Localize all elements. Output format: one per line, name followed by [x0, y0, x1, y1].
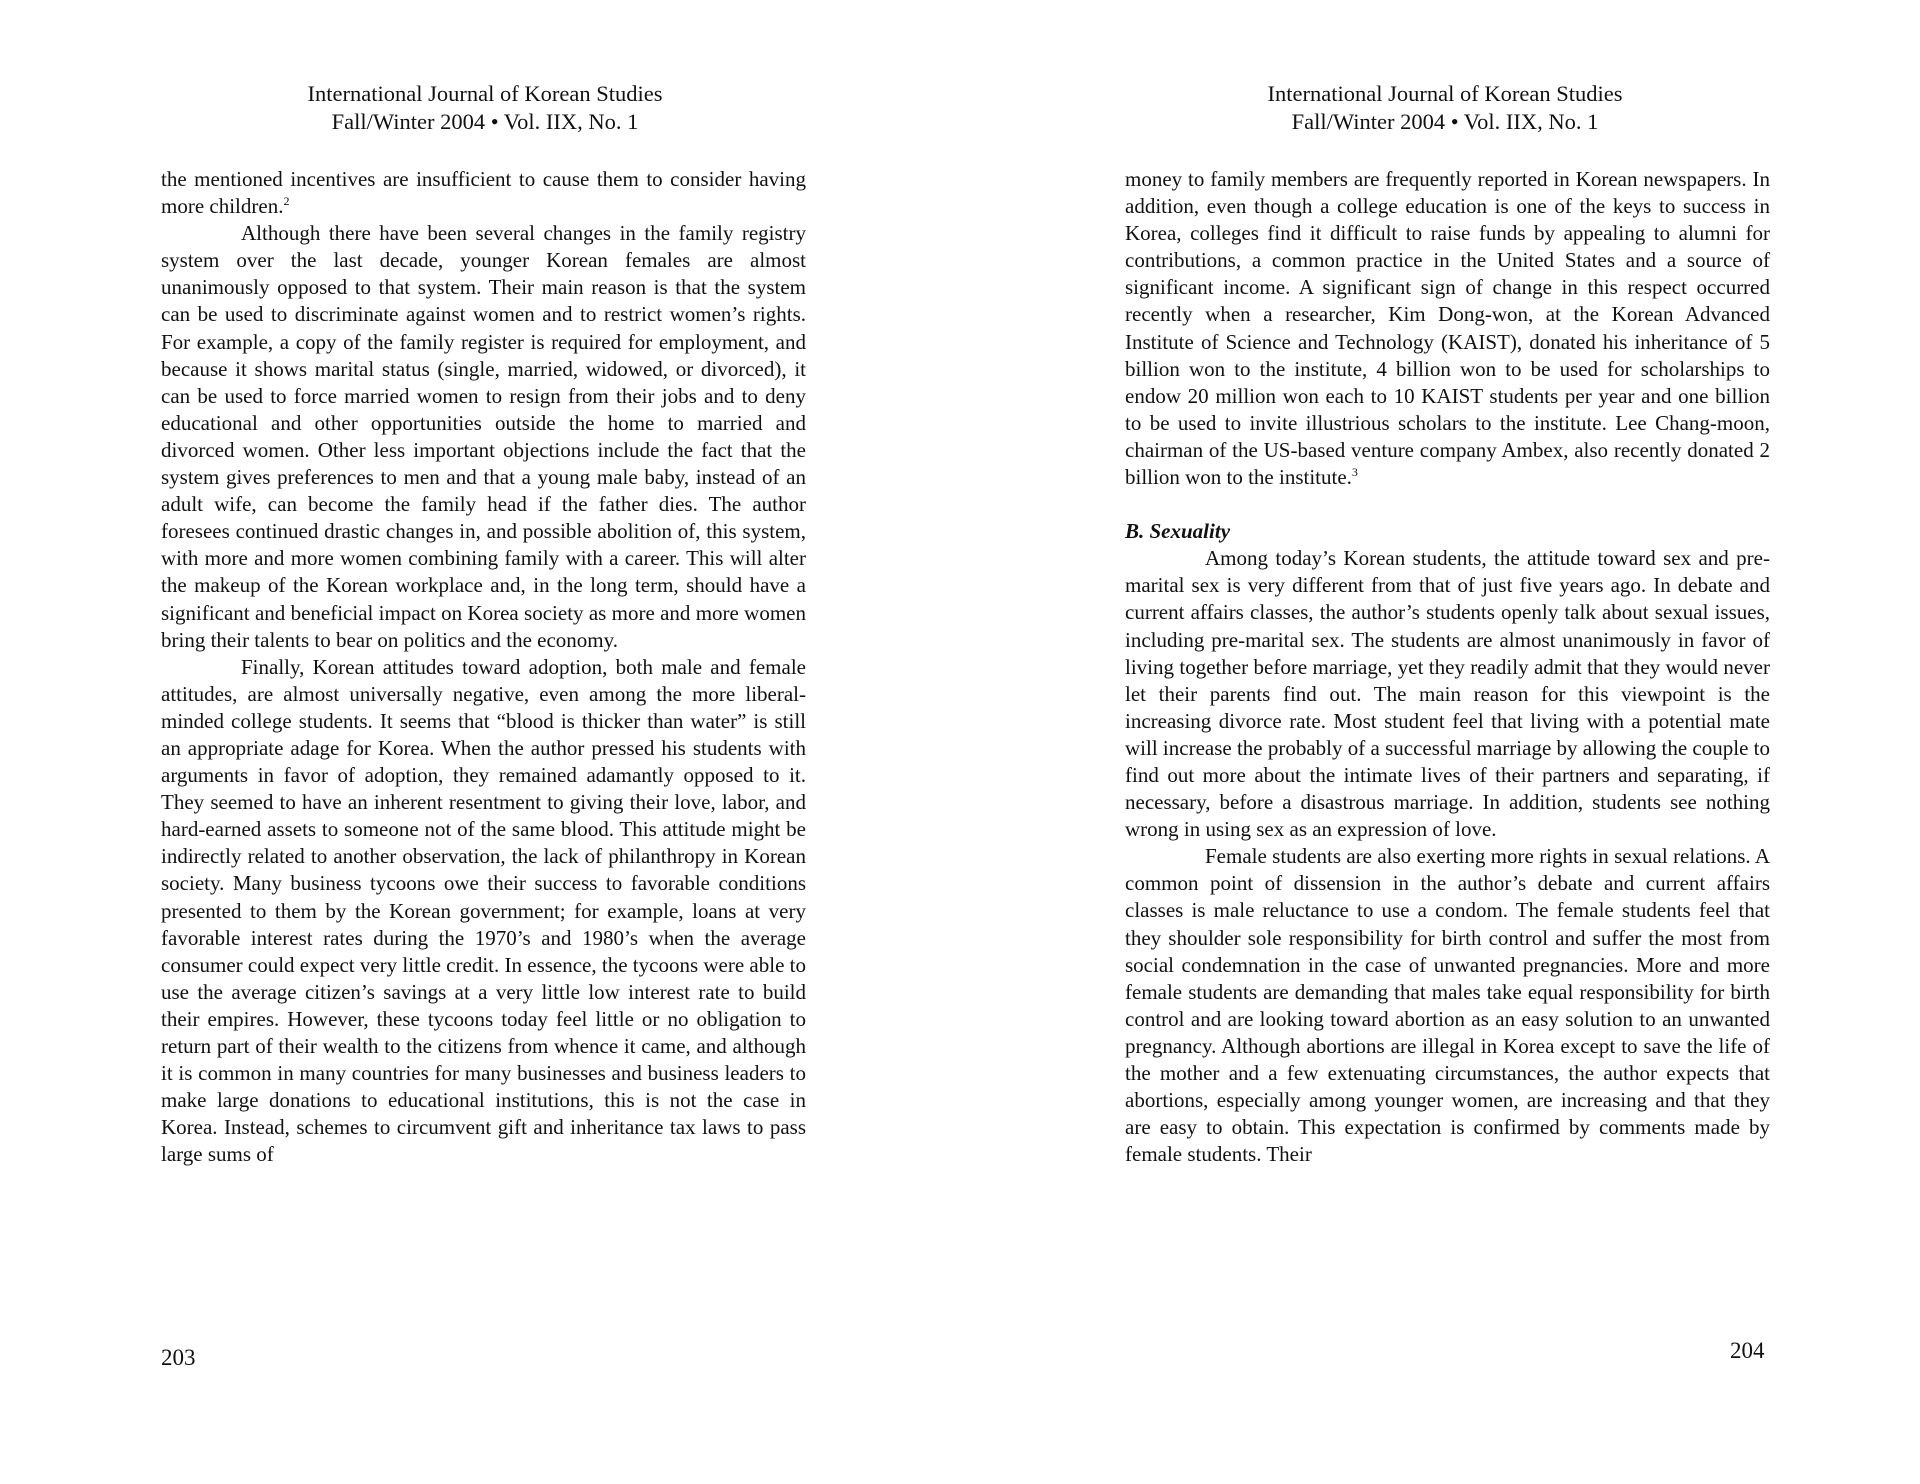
- footnote-marker: 2: [283, 194, 290, 209]
- paragraph-female-students: Female students are also exerting more rights in sexual relations. A common point of dissension in the author’s debate and current affairs classes is male reluctance to use a condom. The female students feel that they shoulder sole responsibility for birth control and suffer the most from social condemnation in the case of unwanted pregnancies. More and more female students are demanding that males take equal responsibility for birth control and are looking toward abortion as an easy solution to an unwanted pregnancy. Although abortions are illegal in Korea except to save the life of the mother and a few extenuating circumstances, the author expects that abortions, especially among younger women, are increasing and that they are easy to obtain. This expectation is confirmed by comments made by female students. Their: [1125, 844, 1770, 1167]
- issue-line: Fall/Winter 2004 • Vol. IIX, No. 1: [331, 109, 639, 134]
- paragraph-philanthropy: [1125, 166, 1770, 491]
- paragraph-text: the mentioned incentives are insufficient to cause them to consider having more children.: [161, 167, 806, 219]
- running-header: [1120, 80, 1770, 136]
- footnote-marker: 3: [1351, 465, 1358, 480]
- paragraph-student-attitudes: Among today’s Korean students, the attitude toward sex and pre-marital sex is very different from that of just five years ago. In debate and current affairs classes, the author’s students openly talk about sexual issues, including pre-marital sex. The students are almost unanimously in favor of living together before marriage, yet they readily admit that they would never let their parents find out. The main reason for this viewpoint is the increasing divorce rate. Most student feel that living with a potential mate will increase the probably of a successful marriage by allowing the couple to find out more about the intimate lives of their partners and separating, if necessary, before a disastrous marriage. In addition, students see nothing wrong in using sex as an expression of love.: [1125, 546, 1770, 842]
- journal-title: International Journal of Korean Studies: [307, 81, 663, 106]
- section-heading: B. Sexuality: [1125, 519, 1231, 544]
- body-text-left: [161, 166, 806, 1168]
- page-number: 204: [1730, 1338, 1765, 1363]
- paragraph-text: money to family members are frequently reported in Korean newspapers. In addition, even though a college education is one of the keys to success in Korea, colleges find it difficult to raise funds by appealing to alumni for contributions, a common practice in the United States and a source of significant income. A significant sign of change in this respect occurred recently when a researcher, Kim Dong-won, at the Korean Advanced Institute of Science and Technology (KAIST), donated his inheritance of 5 billion won to the institute, 4 billion won to be used for scholarships to endow 20 million won each to 10 KAIST students per year and one billion to be used to invite illustrious scholars to the institute. Lee Chang-moon, chairman of the US-based venture company Ambex, also recently donated 2 billion won to the institute.: [1125, 167, 1770, 490]
- page-number: 203: [161, 1345, 196, 1370]
- paragraph-adoption: Finally, Korean attitudes toward adoption, both male and female attitudes, are almost universally negative, even among the more liberal-minded college students. It seems that “blood is thicker than water” is still an appropriate adage for Korea. When the author pressed his students with arguments in favor of adoption, they remained adamantly opposed to it. They seemed to have an inherent resentment to giving their love, labor, and hard-earned assets to someone not of the same blood. This attitude might be indirectly related to another observation, the lack of philanthropy in Korean society. Many business tycoons owe their success to favorable conditions presented to them by the Korean government; for example, loans at very favorable interest rates during the 1970’s and 1980’s when the average consumer could expect very little credit. In essence, the tycoons were able to use the average citizen’s savings at a very little low interest rate to build their empires. However, these tycoons today feel little or no obligation to return part of their wealth to the citizens from whence it came, and although it is common in many countries for many businesses and business leaders to make large donations to educational institutions, this is not the case in Korea. Instead, schemes to circumvent gift and inheritance tax laws to pass large sums of: [161, 654, 806, 1167]
- paragraph-continuation: [161, 166, 806, 220]
- body-text-right: [1125, 166, 1770, 1168]
- page-204: [960, 0, 1920, 1484]
- paragraph-family-registry: Although there have been several changes in the family registry system over the last decade, younger Korean females are almost unanimously opposed to that system. Their main reason is that the system can be used to discriminate against women and to restrict women’s rights. For example, a copy of the family register is required for employment, and because it shows marital status (single, married, widowed, or divorced), it can be used to force married women to resign from their jobs and to deny educational and other opportunities outside the home to married and divorced women. Other less important objections include the fact that the system gives preferences to men and that a young male baby, instead of an adult wife, can become the family head if the father dies. The author foresees continued drastic changes in, and possible abolition of, this system, with more and more women combining family with a career. This will alter the makeup of the Korean workplace and, in the long term, should have a significant and beneficial impact on Korea society as more and more women bring their talents to bear on politics and the economy.: [161, 221, 806, 652]
- issue-line: Fall/Winter 2004 • Vol. IIX, No. 1: [1291, 109, 1599, 134]
- running-header: [160, 80, 810, 136]
- journal-title: International Journal of Korean Studies: [1267, 81, 1623, 106]
